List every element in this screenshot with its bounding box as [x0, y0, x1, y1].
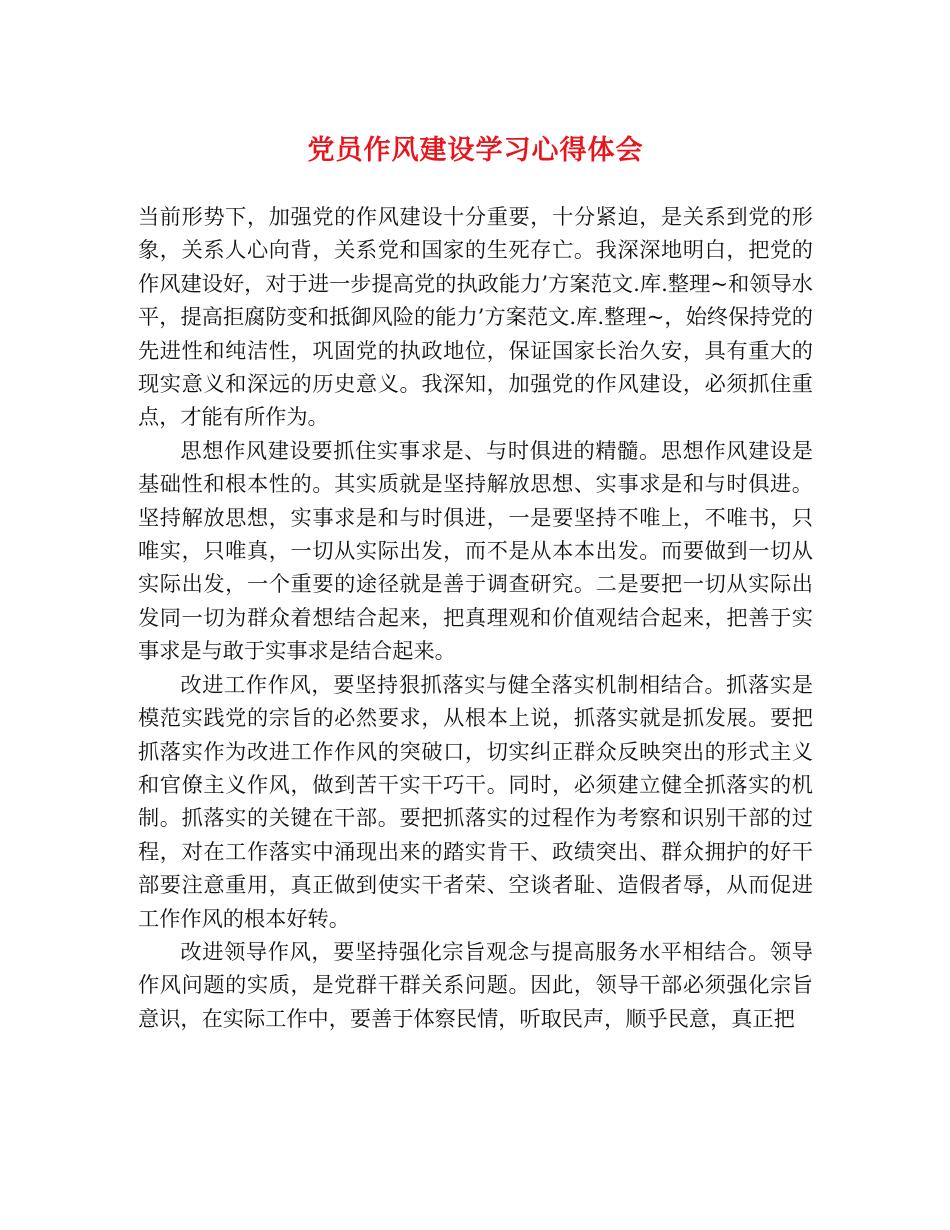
paragraph-thinking-style: 思想作风建设要抓住实事求是、与时俱进的精髓。思想作风建设是基础性和根本性的。其实质就是坚持解放思想、实事求是和与时俱进。坚持解放思想，实事求是和与时俱进，一是要坚持不唯上，不唯书，只唯实，只唯真，一切从实际出发，而不是从本本出发。而要做到一切从实际出发，一个重要的途径就是善于调查研究。二是要把一切从实际出发同一切为群众着想结合起来，把真理观和价值观结合起来，把善于实事求是与敢于实事求是结合起来。	[138, 437, 813, 664]
document-title: 党员作风建设学习心得体会	[307, 135, 644, 166]
paragraph-leadership-style: 改进领导作风，要坚持强化宗旨观念与提高服务水平相结合。领导作风问题的实质，是党群干群关系问题。因此，领导干部必须强化宗旨意识，在实际工作中，要善于体察民情，听取民声，顺乎民意，真正把	[138, 938, 813, 1031]
paragraph-work-style: 改进工作作风，要坚持狠抓落实与健全落实机制相结合。抓落实是模范实践党的宗旨的必然要求，从根本上说，抓落实就是抓发展。要把抓落实作为改进工作作风的突破口，切实纠正群众反映突出的形式主义和官僚主义作风，做到苦干实干巧干。同时，必须建立健全抓落实的机制。抓落实的关键在干部。要把抓落实的过程作为考察和识别干部的过程，对在工作落实中涌现出来的踏实肯干、政绩突出、群众拥护的好干部要注意重用，真正做到使实干者荣、空谈者耻、造假者辱，从而促进工作作风的根本好转。	[138, 671, 813, 931]
paragraph-intro: 当前形势下，加强党的作风建设十分重要，十分紧迫，是关系到党的形象，关系人心向背，关系党和国家的生死存亡。我深深地明白，把党的作风建设好，对于进一步提高党的执政能力’方案范文.库.整理~和领导水平，提高拒腐防变和抵御风险的能力’方案范文.库.整理~，始终保持党的先进性和纯洁性，巩固党的执政地位，保证国家长治久安，具有重大的现实意义和深远的历史意义。我深知，加强党的作风建设，必须抓住重点，才能有所作为。	[138, 204, 813, 430]
document-page	[138, 120, 813, 1035]
document-body	[138, 200, 813, 1035]
